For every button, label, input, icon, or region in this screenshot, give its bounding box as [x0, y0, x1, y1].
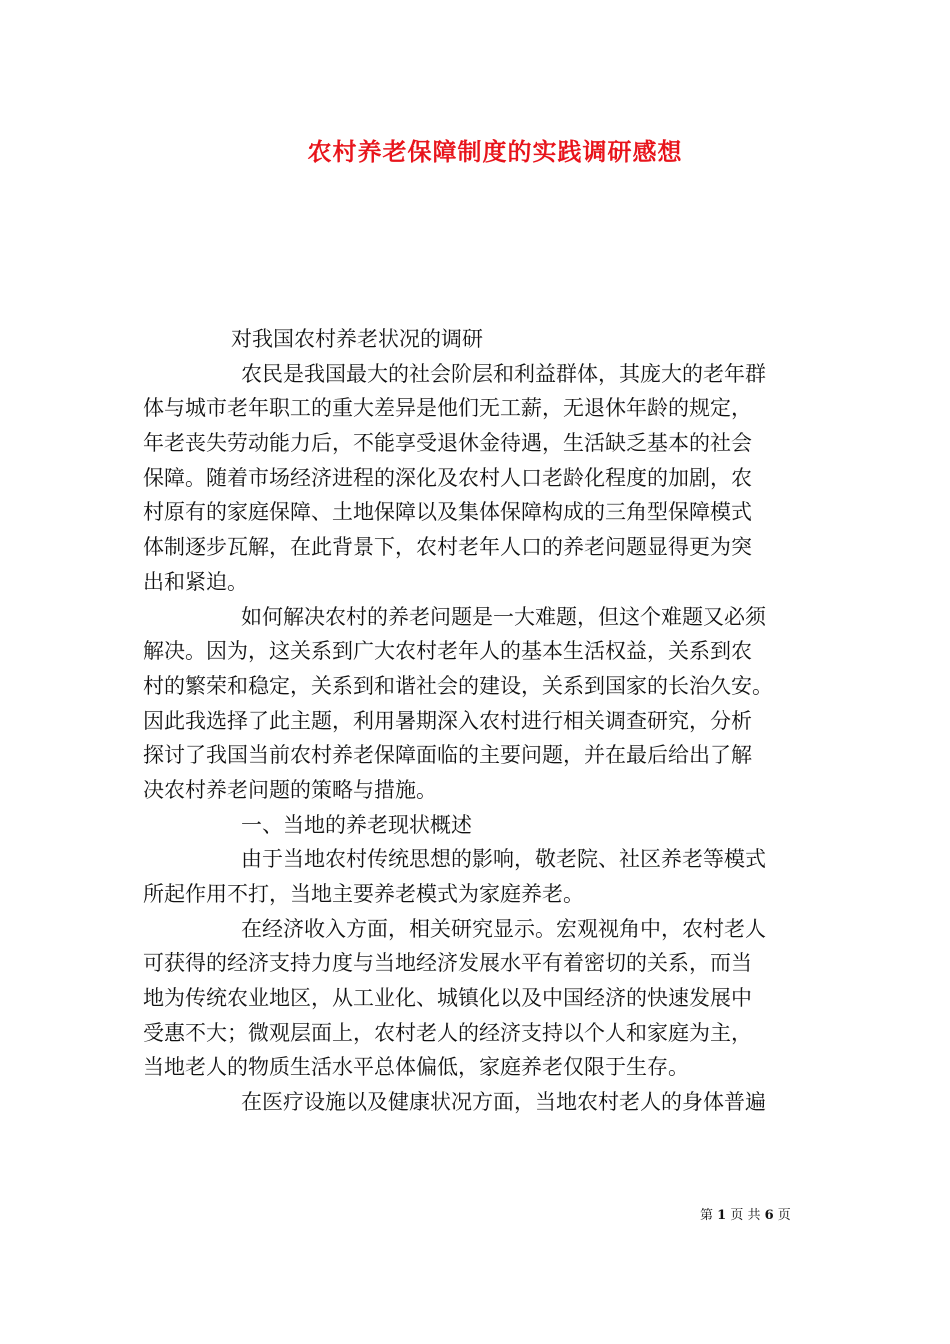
- paragraph-line: 解决。因为，这关系到广大农村老年人的基本生活权益，关系到农: [143, 639, 752, 664]
- section-subheading: 对我国农村养老状况的调研: [231, 327, 483, 351]
- paragraph-line: 所起作用不打，当地主要养老模式为家庭养老。: [143, 882, 584, 906]
- document-body: [143, 322, 807, 1120]
- footer-suffix: 页: [773, 1208, 791, 1223]
- paragraph-line: 在医疗设施以及健康状况方面，当地农村老人的身体普遍: [241, 1090, 766, 1115]
- paragraph-line: 可获得的经济支持力度与当地经济发展水平有着密切的关系，而当: [143, 951, 752, 976]
- footer-middle: 页 共: [726, 1208, 765, 1223]
- paragraph-line: 如何解决农村的养老问题是一大难题，但这个难题又必须: [241, 604, 766, 629]
- paragraph-line: 保障。随着市场经济进程的深化及农村人口老龄化程度的加剧，农: [143, 465, 752, 490]
- paragraph: [143, 600, 807, 808]
- footer-prefix: 第: [700, 1208, 718, 1223]
- paragraph-line: 受惠不大；微观层面上，农村老人的经济支持以个人和家庭为主，: [143, 1020, 752, 1045]
- paragraph-line: 因此我选择了此主题，利用暑期深入农村进行相关调查研究，分析: [143, 708, 752, 733]
- paragraph-line: 决农村养老问题的策略与措施。: [143, 777, 437, 802]
- paragraph: [143, 1085, 807, 1120]
- paragraph-line: 年老丧失劳动能力后，不能享受退休金待遇，生活缺乏基本的社会: [143, 431, 752, 456]
- paragraph: [143, 842, 807, 911]
- page-footer: [700, 1207, 820, 1225]
- paragraph-line: 在经济收入方面，相关研究显示。宏观视角中，农村老人: [241, 916, 766, 941]
- paragraph-line: 体与城市老年职工的重大差异是他们无工薪，无退休年龄的规定，: [143, 396, 752, 421]
- document-title: 农村养老保障制度的实践调研感想: [307, 137, 683, 166]
- paragraph: [143, 357, 807, 600]
- paragraph-line: 地为传统农业地区，从工业化、城镇化以及中国经济的快速发展中: [143, 986, 752, 1011]
- total-pages-number: 6: [764, 1208, 774, 1223]
- section-heading: [143, 808, 807, 843]
- paragraph-line: 出和紧迫。: [143, 569, 248, 594]
- paragraph-line: 村原有的家庭保障、土地保障以及集体保障构成的三角型保障模式: [143, 500, 752, 525]
- paragraph: [143, 912, 807, 1085]
- paragraph-line: 体制逐步瓦解，在此背景下，农村老年人口的养老问题显得更为突: [143, 535, 752, 560]
- paragraph-line: 村的繁荣和稳定，关系到和谐社会的建设，关系到国家的长治久安。: [143, 673, 773, 698]
- paragraph-line: 探讨了我国当前农村养老保障面临的主要问题，并在最后给出了解: [143, 743, 752, 768]
- paragraph-line: 农民是我国最大的社会阶层和利益群体，其庞大的老年群: [241, 361, 766, 386]
- section-heading-text: 一、当地的养老现状概述: [241, 812, 472, 837]
- current-page-number: 1: [717, 1208, 727, 1223]
- paragraph-line: 当地老人的物质生活水平总体偏低，家庭养老仅限于生存。: [143, 1055, 689, 1080]
- paragraph-line: 由于当地农村传统思想的影响，敬老院、社区养老等模式: [241, 847, 766, 872]
